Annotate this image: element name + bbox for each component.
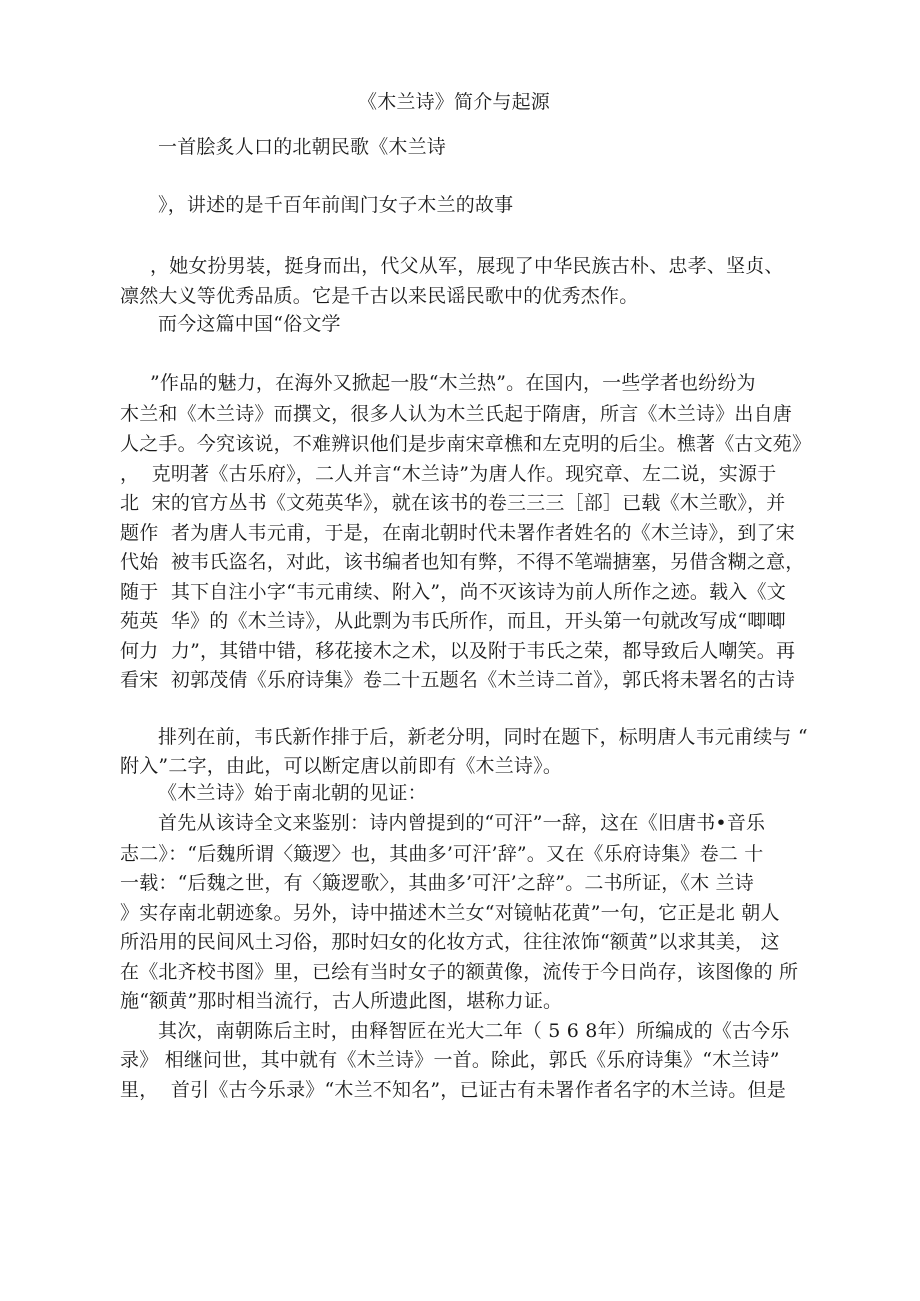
text-line: ， 克明著《古乐府》，二人并言“木兰诗”为唐人作。现究章、左二说，实源于 xyxy=(120,463,777,485)
text-line: 代始 被韦氏盗名，对此，该书编者也知有弊，不得不笔端搪塞，另借含糊之意， xyxy=(120,551,805,573)
text-line: 北 宋的官方丛书《文苑英华》，就在该书的卷三三三［部］已载《木兰歌》，并 xyxy=(120,492,786,514)
page-title: 《木兰诗》简介与起源 xyxy=(358,91,551,113)
text-line: 苑英 华》的《木兰诗》，从此剽为韦氏所作，而且，开头第一句就改写成“唧唧 xyxy=(120,610,786,632)
text-line: 在《北齐校书图》里，已绘有当时女子的额黄像，流传于今日尚存，该图像的 所 xyxy=(120,961,799,983)
text-line: 看宋 初郭茂倩《乐府诗集》卷二十五题名《木兰诗二首》，郭氏将未署名的古诗 xyxy=(120,669,795,691)
text-line: 里， 首引《古今乐录》“木兰不知名”，已证古有未署作者名字的木兰诗。但是 xyxy=(120,1079,786,1101)
text-line: 木兰和《木兰诗》而撰文，很多人认为木兰氏起于隋唐，所言《木兰诗》出自唐 xyxy=(120,403,793,425)
text-line: 随于 其下自注小字“韦元甫续、附入”，尚不灭该诗为前人所作之迹。载入《文 xyxy=(120,581,786,603)
text-line: 排列在前，韦氏新作排于后，新老分明，同时在题下，标明唐人韦元甫续与 “ xyxy=(158,726,808,748)
text-line: 一首脍炙人口的北朝民歌《木兰诗 xyxy=(158,136,447,158)
text-line: 所沿用的民间风土习俗，那时妇女的化妆方式，往往浓饰“额黄”以求其美， 这 xyxy=(120,931,780,953)
text-line: 录》 相继问世，其中就有《木兰诗》一首。除此，郭氏《乐府诗集》“木兰诗” xyxy=(120,1049,780,1071)
text-line: 一载：“后魏之世，有〈簸逻歌〉，其曲多’可汗’之辞”。二书所证，《木 兰诗 xyxy=(120,872,754,894)
text-line: 志二》：“后魏所谓〈簸逻〉也，其曲多’可汗’辞”。又在《乐府诗集》卷二 十 xyxy=(120,843,764,865)
text-line: 凛然大义等优秀品质。它是千古以来民谣民歌中的优秀杰作。 xyxy=(120,285,639,307)
text-line: 而今这篇中国“俗文学 xyxy=(158,313,341,335)
text-line: 附入”二字，由此，可以断定唐以前即有《木兰诗》。 xyxy=(120,755,563,777)
text-line: 人之手。今究该说，不难辨识他们是步南宋章樵和左克明的后尘。樵著《古文苑》 xyxy=(120,433,812,455)
text-line: 《木兰诗》始于南北朝的见证： xyxy=(158,782,427,804)
text-line: ”作品的魅力，在海外又掀起一股“木兰热”。在国内，一些学者也纷纷为 xyxy=(150,372,756,394)
text-line: 首先从该诗全文来鉴别：诗内曾提到的“可汗”一辞，这在《旧唐书•音乐 xyxy=(158,812,766,834)
text-line: 何力 力”，其错中错，移花接木之术，以及附于韦氏之荣，都导致后人嘲笑。再 xyxy=(120,640,796,662)
text-line: 题作 者为唐人韦元甫，于是，在南北朝时代未署作者姓名的《木兰诗》，到了宋 xyxy=(120,522,795,544)
text-line: ，她女扮男装，挺身而出，代父从军，展现了中华民族古朴、忠孝、坚贞、 xyxy=(150,255,784,277)
text-line: 施“额黄”那时相当流行，古人所遗此图，堪称力证。 xyxy=(120,990,563,1012)
text-line: 其次，南朝陈后主时，由释智匠在光大二年（ 5 6 8年）所编成的《古今乐 xyxy=(158,1020,790,1042)
text-line: 》，讲述的是千百年前闺门女子木兰的故事 xyxy=(158,194,514,216)
text-line: 》实存南北朝迹象。另外，诗中描述木兰女“对镜帖花黄”一句，它正是北 朝人 xyxy=(120,902,780,924)
